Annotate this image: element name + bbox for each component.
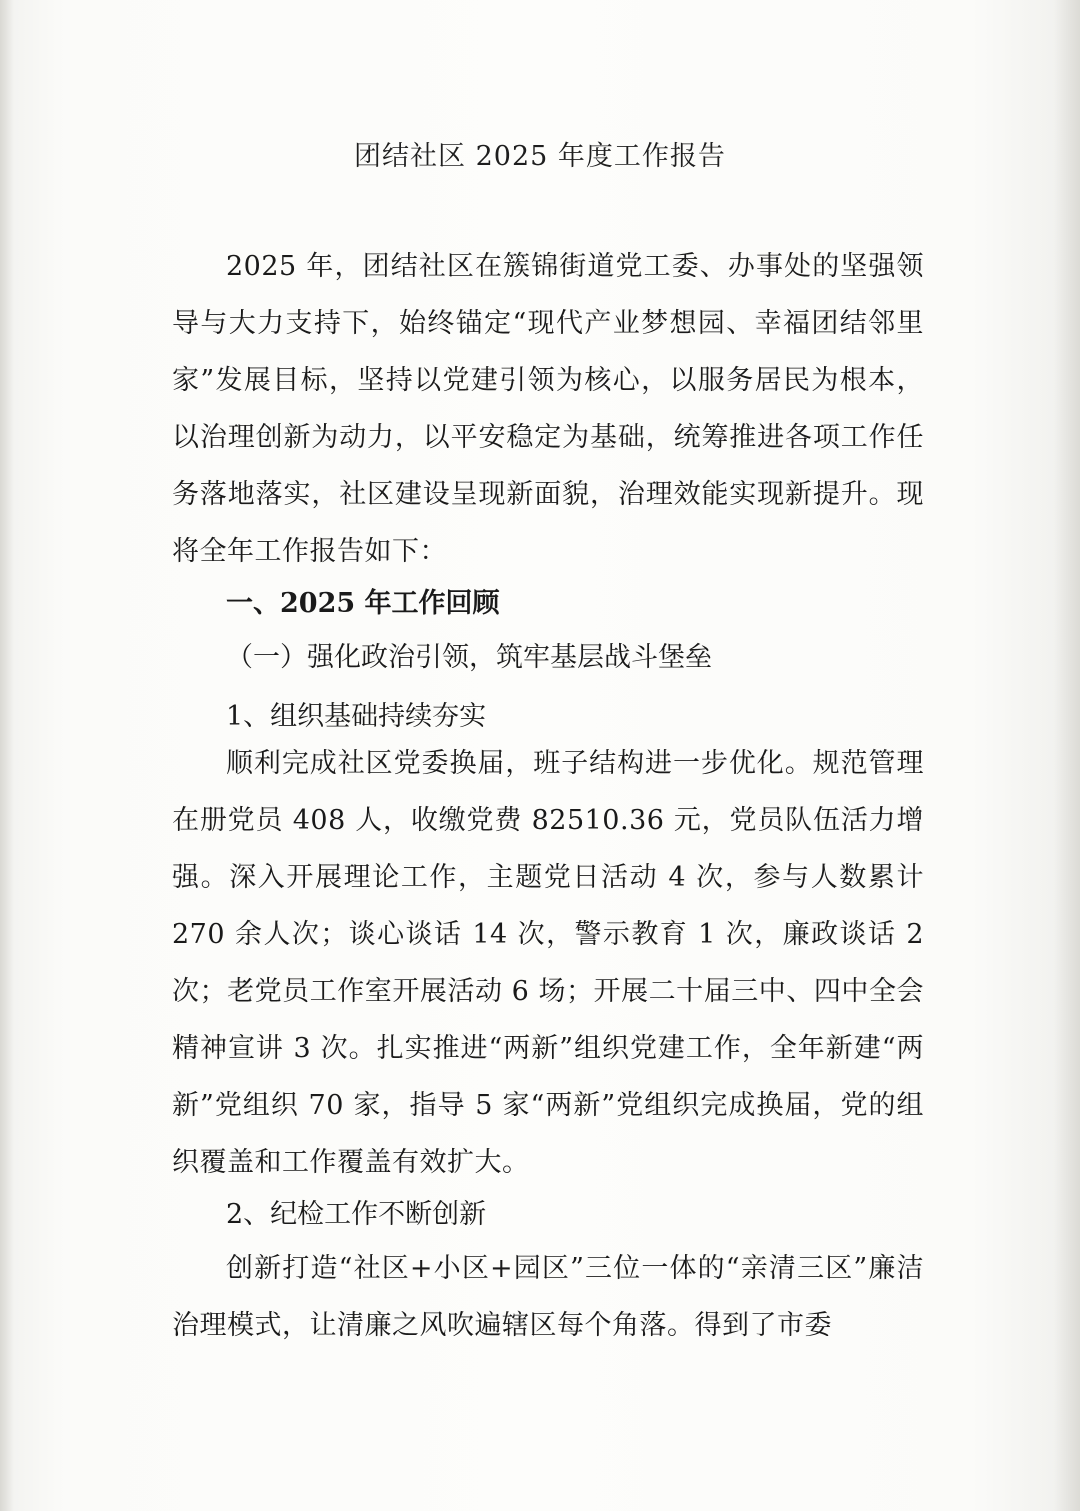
section-heading-review: 一、2025 年工作回顾 — [226, 588, 500, 619]
item-heading-discipline: 2、纪检工作不断创新 — [226, 1199, 487, 1230]
discipline-paragraph: 创新打造“社区+小区+园区”三位一体的“亲清三区”廉洁治理模式，让清廉之风吹遍辖区每个角落。得到了市委 — [172, 1253, 924, 1341]
scan-shadow-right — [1054, 0, 1080, 1511]
organization-paragraph: 顺利完成社区党委换届，班子结构进一步优化。规范管理在册党员 408 人，收缴党费 82510.36 元，党员队伍活力增强。深入开展理论工作，主题党日活动 4 次，参与人数累计 270 余人次；谈心谈话 14 次，警示教育 1 次，廉政谈话 2 次；老党员工作室开展活动 6 场；开展二十届三中、四中全会精神宣讲 3 次。扎实推进“两新”组织党建工作，全年新建“两新”党组织 70 家，指导 5 家“两新”党组织完成换届，党的组织覆盖和工作覆盖有效扩大。 — [172, 748, 924, 1178]
document-title: 团结社区 2025 年度工作报告 — [354, 141, 726, 172]
intro-paragraph: 2025 年，团结社区在簇锦街道党工委、办事处的坚强领导与大力支持下，始终锚定“现代产业梦想园、幸福团结邻里家”发展目标，坚持以党建引领为核心，以服务居民为根本，以治理创新为动力，以平安稳定为基础，统筹推进各项工作任务落地落实，社区建设呈现新面貌，治理效能实现新提升。现将全年工作报告如下： — [172, 251, 924, 567]
scan-shadow-left — [0, 0, 14, 1511]
subsection-heading-political: （一）强化政治引领，筑牢基层战斗堡垒 — [226, 642, 712, 673]
item-heading-organization: 1、组织基础持续夯实 — [226, 701, 487, 732]
